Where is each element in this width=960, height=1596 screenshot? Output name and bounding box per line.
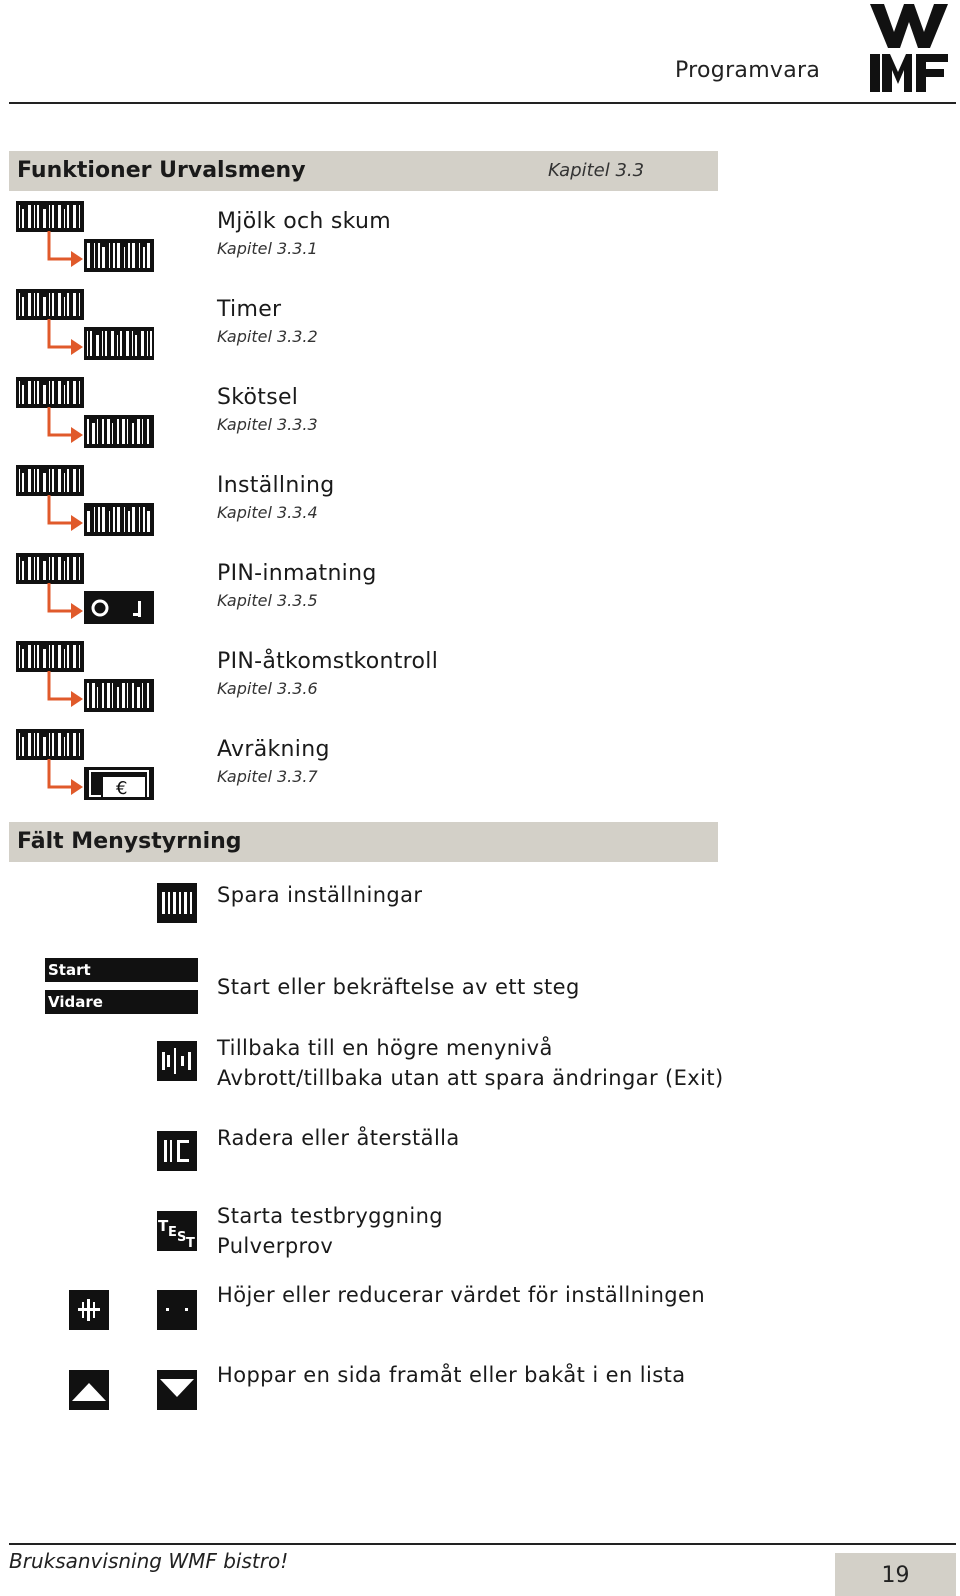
menu-function-chapter-ref: Kapitel 3.3.2: [217, 327, 318, 346]
main-menu-display-icon: [16, 729, 84, 760]
ok-description: [217, 880, 422, 910]
footer-rule: [9, 1543, 956, 1545]
minus-button-icon: [157, 1290, 197, 1330]
main-menu-display-icon: [16, 465, 84, 496]
svg-text:T: T: [186, 1236, 195, 1251]
submenu-arrow-icon: [43, 407, 83, 451]
billing-euro-display-icon: [84, 767, 154, 800]
desc-line: Spara inställningar: [217, 883, 423, 907]
exit-button-icon: [157, 1041, 197, 1081]
submenu-arrow-icon: [43, 319, 83, 363]
page-number-box: [835, 1553, 956, 1596]
svg-text:E: E: [168, 1225, 177, 1240]
section-chapter-ref: Kapitel 3.3: [548, 160, 645, 181]
svg-text:T: T: [158, 1217, 169, 1235]
desc-line: Radera eller återställa: [217, 1126, 460, 1150]
page-down-button-icon: [157, 1370, 197, 1410]
desc-line: Pulverprov: [217, 1234, 334, 1258]
main-menu-display-icon: [16, 201, 84, 232]
exit-description: [217, 1033, 724, 1093]
test-button-icon: [157, 1211, 197, 1251]
menu-function-title: Avräkning: [217, 737, 330, 762]
test-description: [217, 1201, 443, 1261]
page-up-button-icon: [69, 1370, 109, 1410]
menu-function-title: Skötsel: [217, 385, 299, 410]
next-softkey: [45, 990, 198, 1014]
submenu-arrow-icon: [43, 583, 83, 627]
desc-line: Starta testbryggning: [217, 1204, 444, 1228]
page-header-title: Programvara: [675, 58, 821, 83]
desc-line: Avbrott/tillbaka utan att spara ändringar (Exit): [217, 1066, 724, 1090]
plus-button-icon: [69, 1290, 109, 1330]
pin-access-display-icon: [84, 679, 154, 712]
desc-line: Höjer eller reducerar värdet för inställningen: [217, 1283, 706, 1307]
timer-display-icon: [84, 327, 154, 360]
clear-description: [217, 1123, 460, 1153]
desc-line: Hoppar en sida framåt eller bakåt i en lista: [217, 1363, 686, 1387]
svg-text:€: €: [116, 778, 128, 799]
submenu-arrow-icon: [43, 231, 83, 275]
settings-display-icon: [84, 503, 154, 536]
wmf-logo: [870, 2, 950, 94]
ok-button-icon: [157, 883, 197, 923]
care-display-icon: [84, 415, 154, 448]
start-description: [217, 972, 580, 1002]
main-menu-display-icon: [16, 377, 84, 408]
footer-manual-title: Bruksanvisning WMF bistro!: [9, 1549, 289, 1573]
submenu-arrow-icon: [43, 759, 83, 803]
start-softkey: [45, 958, 198, 982]
main-menu-display-icon: [16, 641, 84, 672]
plus-minus-description: [217, 1280, 705, 1310]
section-title: Funktioner Urvalsmeny: [17, 158, 306, 183]
next-softkey-label: Vidare: [48, 993, 103, 1011]
section-title: Fält Menystyrning: [17, 829, 242, 854]
menu-function-title: PIN-åtkomstkontroll: [217, 649, 439, 674]
menu-function-title: Timer: [217, 297, 282, 322]
submenu-arrow-icon: [43, 495, 83, 539]
desc-line: Tillbaka till en högre menynivå: [217, 1036, 553, 1060]
pin-entry-display-icon: [84, 591, 154, 624]
menu-function-title: Inställning: [217, 473, 335, 498]
menu-function-chapter-ref: Kapitel 3.3.5: [217, 591, 318, 610]
menu-function-chapter-ref: Kapitel 3.3.3: [217, 415, 318, 434]
main-menu-display-icon: [16, 289, 84, 320]
menu-function-chapter-ref: Kapitel 3.3.7: [217, 767, 318, 786]
menu-function-chapter-ref: Kapitel 3.3.4: [217, 503, 318, 522]
menu-function-chapter-ref: Kapitel 3.3.1: [217, 239, 318, 258]
desc-line: Start eller bekräftelse av ett steg: [217, 975, 580, 999]
section-header-selection-menu: [9, 151, 718, 191]
header-rule: [9, 102, 956, 104]
milk-foam-display-icon: [84, 239, 154, 272]
svg-text:S: S: [177, 1230, 187, 1245]
start-softkey-label: Start: [48, 961, 91, 979]
clear-button-icon: [157, 1131, 197, 1171]
menu-function-title: Mjölk och skum: [217, 209, 391, 234]
page-jump-description: [217, 1360, 685, 1390]
submenu-arrow-icon: [43, 671, 83, 715]
menu-function-title: PIN-inmatning: [217, 561, 377, 586]
main-menu-display-icon: [16, 553, 84, 584]
page-number: 19: [881, 1563, 910, 1588]
menu-function-chapter-ref: Kapitel 3.3.6: [217, 679, 318, 698]
section-header-menu-controls: [9, 822, 718, 862]
